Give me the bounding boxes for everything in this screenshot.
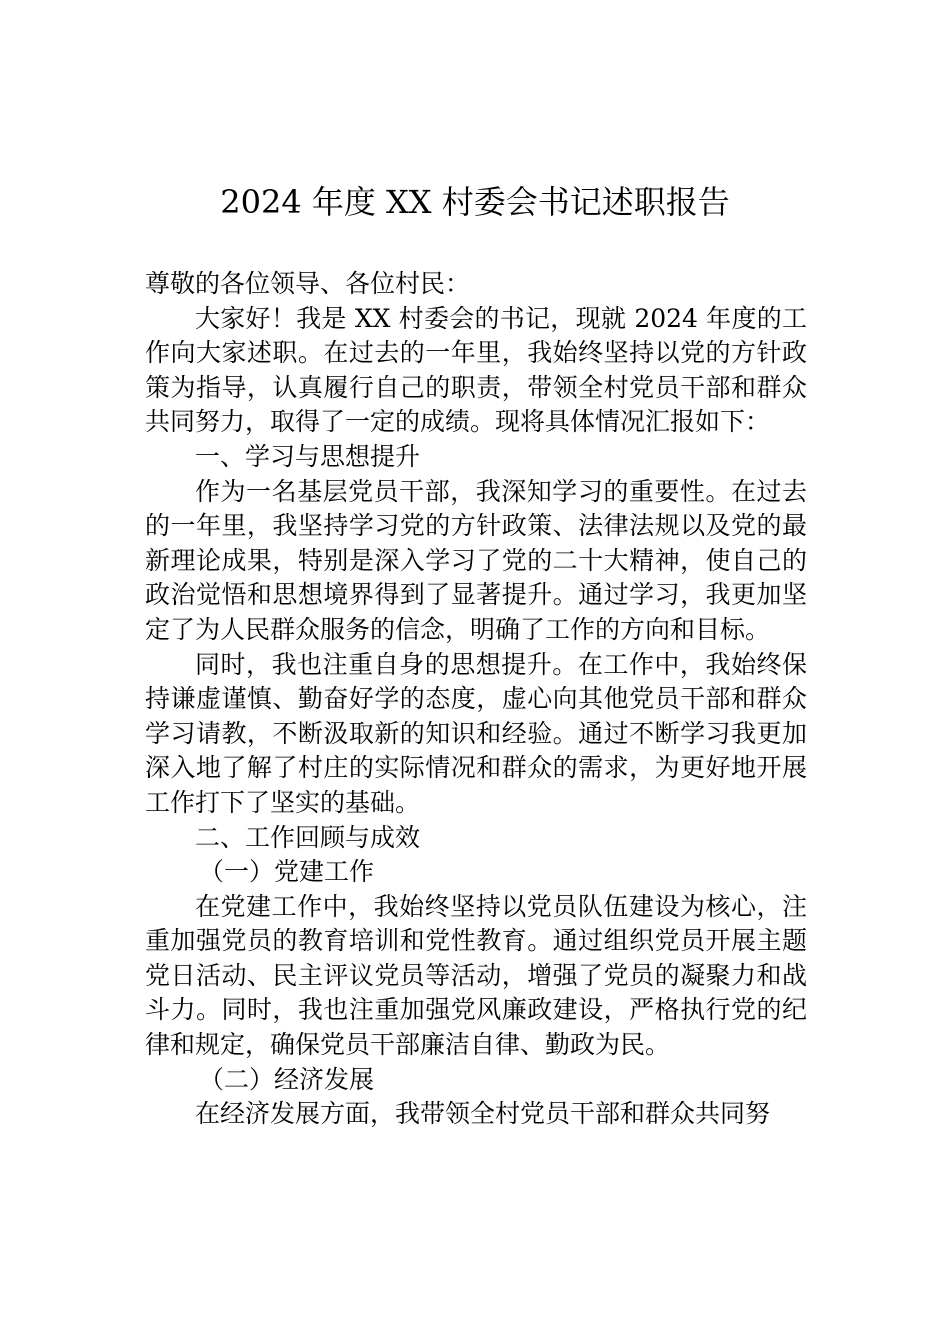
section-heading-1: 一、学习与思想提升 [195, 441, 421, 471]
subsection-heading-party-building: （一）党建工作 [199, 857, 375, 887]
paragraph-economy: 在经济发展方面，我带领全村党员干部和群众共同努 [195, 1099, 771, 1129]
subsection-heading-economy: （二）经济发展 [199, 1064, 375, 1094]
paragraph-party-building: 在党建工作中，我始终坚持以党员队伍建设为核心，注重加强党员的教育培训和党性教育。通过组织党员开展主题党日活动、民主评议党员等活动，增强了党员的凝聚力和战斗力。同时，我也注重加强党风廉政建设，严格执行党的纪律和规定，确保党员干部廉洁自律、勤政为民。 [145, 891, 807, 1060]
section-heading-2: 二、工作回顾与成效 [195, 822, 421, 852]
document-body [145, 267, 807, 1132]
paragraph-study: 作为一名基层党员干部，我深知学习的重要性。在过去的一年里，我坚持学习党的方针政策、法律法规以及党的最新理论成果，特别是深入学习了党的二十大精神，使自己的政治觉悟和思想境界得到了显著提升。通过学习，我更加坚定了为人民群众服务的信念，明确了工作的方向和目标。 [145, 476, 807, 644]
document-title: 2024 年度 XX 村委会书记述职报告 [220, 183, 730, 221]
salutation: 尊敬的各位领导、各位村民： [145, 269, 471, 298]
paragraph-thought: 同时，我也注重自身的思想提升。在工作中，我始终保持谦虚谨慎、勤奋好学的态度，虚心向其他党员干部和群众学习请教，不断汲取新的知识和经验。通过不断学习我更加深入地了解了村庄的实际情况和群众的需求，为更好地开展工作打下了坚实的基础。 [145, 649, 807, 817]
paragraph-intro: 大家好！我是 XX 村委会的书记，现就 2024 年度的工作向大家述职。在过去的一年里，我始终坚持以党的方针政策为指导，认真履行自己的职责，带领全村党员干部和群众共同努力，取得了一定的成绩。现将具体情况汇报如下： [145, 303, 807, 437]
